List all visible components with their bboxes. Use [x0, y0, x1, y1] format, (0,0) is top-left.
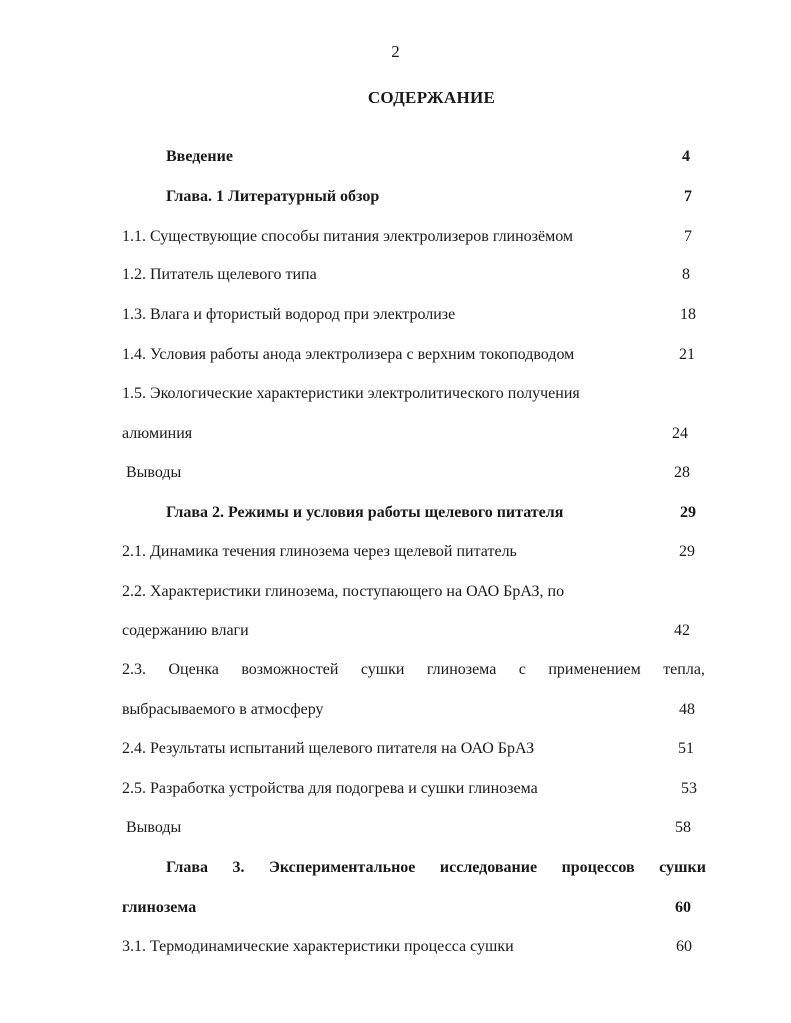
toc-conclusions-2-page: 58: [675, 819, 691, 836]
toc-chapter-3-word: процессов: [561, 859, 635, 876]
toc-section-1-3-page: 18: [680, 306, 696, 323]
toc-section-3-1-page: 60: [676, 938, 692, 955]
toc-chapter-2-page: 29: [680, 504, 696, 521]
toc-section-2-3-word: с: [518, 661, 526, 678]
toc-chapter-1-page: 7: [684, 188, 692, 205]
toc-section-2-2-label: 2.2. Характеристики глинозема, поступающего на ОАО БрАЗ, по: [122, 583, 565, 600]
toc-section-2-5-page: 53: [681, 780, 697, 797]
page-number: 2: [391, 42, 400, 61]
toc-chapter-3-line: [166, 859, 706, 877]
toc-section-2-5-label: 2.5. Разработка устройства для подогрева и сушки глинозема: [122, 780, 538, 797]
toc-section-2-2-page: 42: [674, 622, 690, 639]
toc-section-1-3-label: 1.3. Влага и фтористый водород при электролизе: [122, 306, 456, 323]
toc-section-2-4-page: 51: [678, 740, 694, 757]
toc-section-2-3-word: сушки: [360, 661, 405, 678]
toc-section-1-2-page: 8: [682, 266, 690, 283]
toc-chapter-2-label: Глава 2. Режимы и условия работы щелевого питателя: [166, 504, 564, 521]
toc-conclusions-2-label: Выводы: [126, 819, 182, 836]
toc-section-1-4-page: 21: [679, 346, 695, 363]
toc-section-2-4-label: 2.4. Результаты испытаний щелевого питателя на ОАО БрАЗ: [122, 740, 535, 757]
toc-section-2-3-page: 48: [679, 701, 695, 718]
toc-section-2-1-label: 2.1. Динамика течения глинозема через щелевой питатель: [122, 543, 517, 560]
toc-section-2-2-label-cont: содержанию влаги: [122, 622, 249, 639]
toc-intro-label: Введение: [166, 148, 233, 165]
toc-chapter-3-word: 3.: [232, 859, 245, 876]
toc-section-1-1-label: 1.1. Существующие способы питания электролизеров глинозёмом: [122, 228, 574, 245]
toc-section-2-3-word: глинозема: [426, 661, 497, 678]
toc-section-1-2-label: 1.2. Питатель щелевого типа: [122, 266, 317, 283]
toc-section-2-3-word: возможностей: [241, 661, 339, 678]
toc-conclusions-1-page: 28: [674, 464, 690, 481]
toc-section-1-5-label: 1.5. Экологические характеристики электролитического получения: [122, 385, 580, 402]
toc-section-2-3-word: Оценка: [168, 661, 219, 678]
toc-section-1-1-page: 7: [684, 228, 692, 245]
toc-chapter-1-label: Глава. 1 Литературный обзор: [166, 188, 380, 205]
toc-chapter-3-word: сушки: [659, 859, 706, 876]
toc-section-2-3-word: тепла,: [663, 661, 705, 678]
toc-chapter-3-word: Глава: [166, 859, 208, 876]
toc-section-3-1-label: 3.1. Термодинамические характеристики процесса сушки: [122, 938, 514, 955]
page-title: СОДЕРЖАНИЕ: [367, 88, 496, 107]
toc-section-2-1-page: 29: [679, 543, 695, 560]
toc-section-2-3-word: 2.3.: [122, 661, 146, 678]
toc-chapter-3-label-cont: глинозема: [122, 899, 197, 916]
toc-conclusions-1-label: Выводы: [126, 464, 182, 481]
toc-section-1-4-label: 1.4. Условия работы анода электролизера с верхним токоподводом: [122, 346, 575, 363]
toc-chapter-3-word: Экспериментальное: [269, 859, 416, 876]
toc-section-1-5-page: 24: [672, 425, 688, 442]
toc-section-1-5-label-cont: алюминия: [122, 425, 193, 442]
toc-chapter-3-word: исследование: [439, 859, 538, 876]
toc-section-2-3-word: применением: [548, 661, 641, 678]
toc-chapter-3-page: 60: [675, 899, 691, 916]
toc-section-2-3-line: [122, 661, 705, 679]
toc-section-2-3-label-cont: выбрасываемого в атмосферу: [122, 701, 324, 718]
toc-intro-page: 4: [682, 148, 690, 165]
